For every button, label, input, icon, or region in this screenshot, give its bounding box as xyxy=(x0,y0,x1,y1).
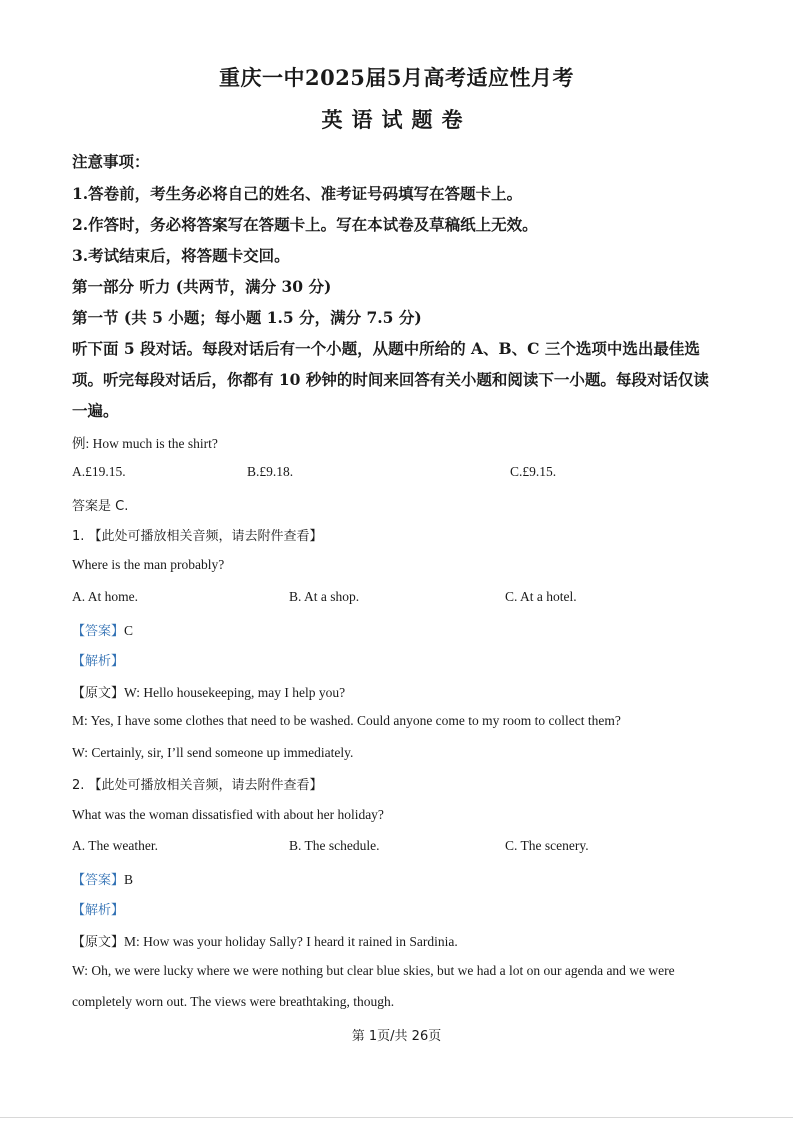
question-1-answer xyxy=(72,620,133,639)
transcript-text: W: Hello housekeeping, may I help you? xyxy=(124,685,346,700)
page-bottom-divider xyxy=(0,1117,793,1118)
transcript-label: 【原文】 xyxy=(72,935,125,950)
page-number: 第 1页/共 26页 xyxy=(351,1029,442,1044)
question-1-stem: Where is the man probably? xyxy=(72,557,225,572)
example-question: 例: How much is the shirt? xyxy=(72,436,218,451)
section-title: 第一节 (共 5 小题；每小题 1.5 分，满分 7.5 分) xyxy=(72,308,422,327)
answer-value: B xyxy=(124,872,134,887)
answer-label: 【答案】 xyxy=(72,624,125,639)
question-2-audio-note: 2. 【此处可播放相关音频，请去附件查看】 xyxy=(72,778,323,793)
question-2-transcript-line: W: Oh, we were lucky where we were nothing but clear blue skies, but we had a lot on our agenda and we were xyxy=(72,963,675,978)
question-1-transcript-line: W: Certainly, sir, I’ll send someone up immediately. xyxy=(72,745,354,760)
question-2-transcript-line xyxy=(72,931,458,950)
example-answer: 答案是 C. xyxy=(72,499,129,514)
notes-heading: 注意事项： xyxy=(72,152,150,171)
question-1-transcript-line xyxy=(72,682,345,701)
question-1-transcript-line: M: Yes, I have some clothes that need to be washed. Could anyone come to my room to collect them? xyxy=(72,713,621,728)
note-item: 1.答卷前，考生务必将自己的姓名、准考证号码填写在答题卡上。 xyxy=(72,184,523,203)
example-option-a: A.£19.15. xyxy=(72,464,126,479)
question-2-transcript-line: completely worn out. The views were breathtaking, though. xyxy=(72,994,395,1009)
question-2-option-a: A. The weather. xyxy=(72,838,158,853)
exam-title: 重庆一中2025届5月高考适应性月考 xyxy=(218,65,575,90)
question-1-option-b: B. At a shop. xyxy=(289,589,360,604)
example-option-b: B.£9.18. xyxy=(247,464,294,479)
exam-subtitle: 英语试题卷 xyxy=(321,107,472,132)
part-title: 第一部分 听力 (共两节，满分 30 分) xyxy=(72,277,332,296)
note-item: 2.作答时，务必将答案写在答题卡上。写在本试卷及草稿纸上无效。 xyxy=(72,215,538,234)
transcript-label: 【原文】 xyxy=(72,686,125,701)
question-2-analysis-label: 【解析】 xyxy=(72,903,125,918)
question-2-option-c: C. The scenery. xyxy=(505,838,589,853)
question-1-option-a: A. At home. xyxy=(72,589,138,604)
note-item: 3.考试结束后，将答题卡交回。 xyxy=(72,246,290,265)
question-1-option-c: C. At a hotel. xyxy=(505,589,577,604)
answer-value: C xyxy=(124,623,134,638)
example-option-c: C.£9.15. xyxy=(510,464,557,479)
question-2-answer xyxy=(72,869,133,888)
question-2-option-b: B. The schedule. xyxy=(289,838,380,853)
section-instructions: 听下面 5 段对话。每段对话后有一个小题，从题中所给的 A、B、C 三个选项中选出最佳选项。听完每段对话后，你都有 10 秒钟的时间来回答有关小题和阅读下一小题。每段对话仅读一遍。 xyxy=(72,339,709,420)
question-2-stem: What was the woman dissatisfied with about her holiday? xyxy=(72,807,384,822)
question-1-analysis-label: 【解析】 xyxy=(72,654,125,669)
question-1-audio-note: 1. 【此处可播放相关音频，请去附件查看】 xyxy=(72,529,323,544)
answer-label: 【答案】 xyxy=(72,873,125,888)
transcript-text: M: How was your holiday Sally? I heard it rained in Sardinia. xyxy=(124,934,458,949)
